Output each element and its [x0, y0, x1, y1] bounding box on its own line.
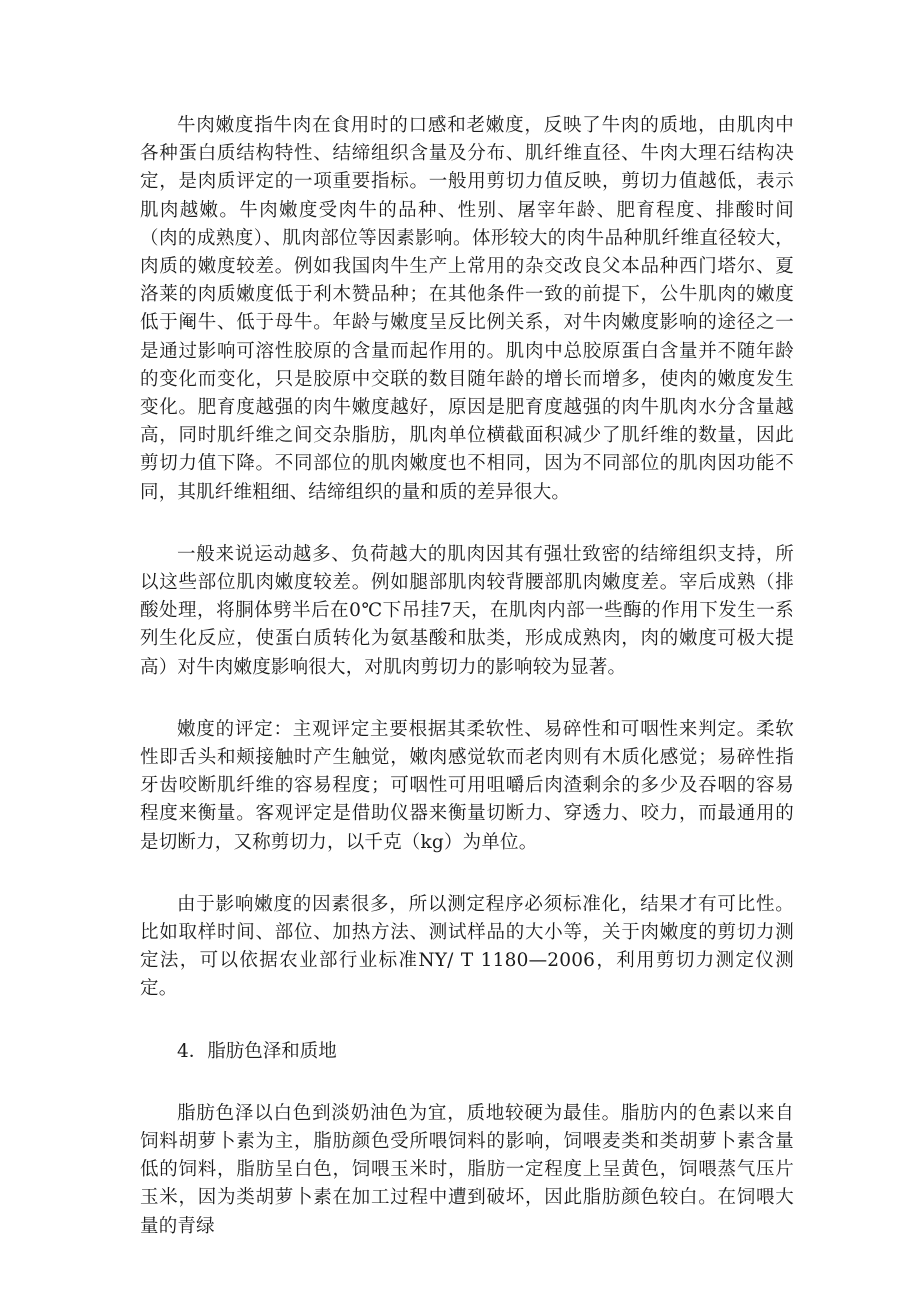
paragraph-measurement-standard: 由于影响嫩度的因素很多，所以测定程序必须标准化，结果才有可比性。比如取样时间、部位、加热方法、测试样品的大小等，关于肉嫩度的剪切力测定法，可以依据农业部行业标准NY/ T 1180—2006，利用剪切力测定仪测定。: [140, 893, 794, 1000]
document-page: [140, 112, 794, 1275]
section-heading-fat: 4．脂肪色泽和质地: [177, 1040, 337, 1062]
paragraph-beef-tenderness: 牛肉嫩度指牛肉在食用时的口感和老嫩度，反映了牛肉的质地，由肌肉中各种蛋白质结构特性、结缔组织含量及分布、肌纤维直径、牛肉大理石结构决定，是肉质评定的一项重要指标。一般用剪切力值反映，剪切力值越低，表示肌肉越嫩。牛肉嫩度受肉牛的品种、性别、屠宰年龄、肥育程度、排酸时间（肉的成熟度）、肌肉部位等因素影响。体形较大的肉牛品种肌纤维直径较大，肉质的嫩度较差。例如我国肉牛生产上常用的杂交改良父本品种西门塔尔、夏洛莱的肉质嫩度低于利木赞品种；在其他条件一致的前提下，公牛肌肉的嫩度低于阉牛、低于母牛。年龄与嫩度呈反比例关系，对牛肉嫩度影响的途径之一是通过影响可溶性胶原的含量而起作用的。肌肉中总胶原蛋白含量并不随年龄的变化而变化，只是胶原中交联的数目随年龄的增长而增多，使肉的嫩度发生变化。肥育度越强的肉牛嫩度越好，原因是肥育度越强的肉牛肌肉水分含量越高，同时肌纤维之间交杂脂肪，肌肉单位横截面积减少了肌纤维的数量，因此剪切力值下降。不同部位的肌肉嫩度也不相同，因为不同部位的肌肉因功能不同，其肌纤维粗细、结缔组织的量和质的差异很大。: [140, 115, 794, 503]
paragraph-exercise-aging: 一般来说运动越多、负荷越大的肌肉因其有强壮致密的结缔组织支持，所以这些部位肌肉嫩度较差。例如腿部肌肉较背腰部肌肉嫩度差。宰后成熟（排酸处理，将胴体劈半后在0℃下吊挂7天，在肌肉内部一些酶的作用下发生一系列生化反应，使蛋白质转化为氨基酸和肽类，形成成熟肉，肉的嫩度可极大提高）对牛肉嫩度影响很大，对肌肉剪切力的影响较为显著。: [140, 543, 794, 678]
paragraph-fat-color: 脂肪色泽以白色到淡奶油色为宜，质地较硬为最佳。脂肪内的色素以来自饲料胡萝卜素为主，脂肪颜色受所喂饲料的影响，饲喂麦类和类胡萝卜素含量低的饲料，脂肪呈白色，饲喂玉米时，脂肪一定程度上呈黄色，饲喂蒸气压片玉米，因为类胡萝卜素在加工过程中遭到破坏，因此脂肪颜色较白。在饲喂大量的青绿: [140, 1102, 794, 1237]
paragraph-tenderness-evaluation: 嫩度的评定：主观评定主要根据其柔软性、易碎性和可咽性来判定。柔软性即舌头和颊接触时产生触觉，嫩肉感觉软而老肉则有木质化感觉；易碎性指牙齿咬断肌纤维的容易程度；可咽性可用咀嚼后肉渣剩余的多少及吞咽的容易程度来衡量。客观评定是借助仪器来衡量切断力、穿透力、咬力，而最通用的是切断力，又称剪切力，以千克（kg）为单位。: [140, 718, 794, 853]
